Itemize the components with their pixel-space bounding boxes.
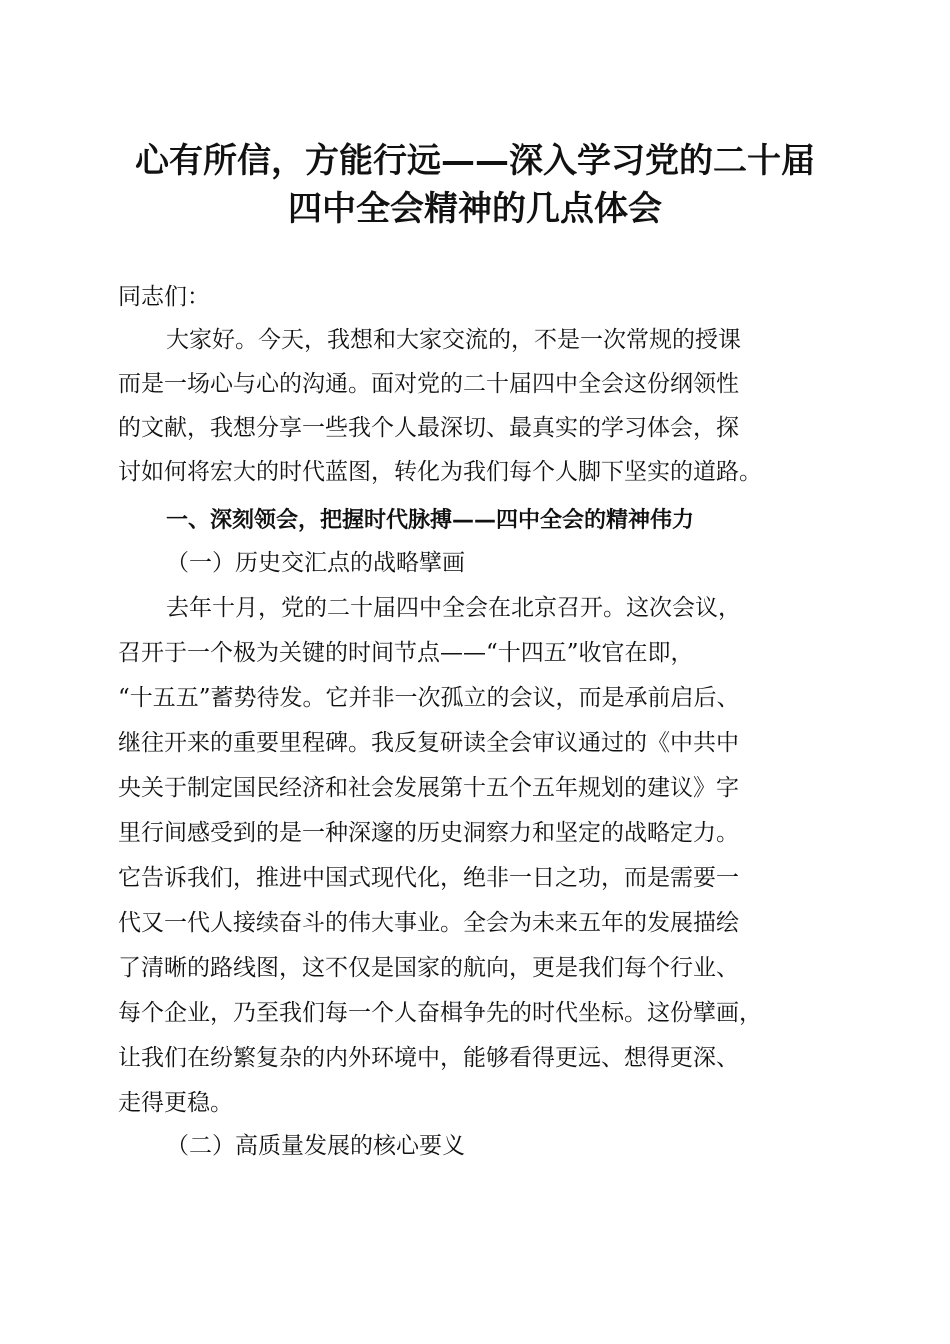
section-1-heading: 一、深刻领会，把握时代脉搏——四中全会的精神伟力 [166,508,695,533]
body-line: 它告诉我们，推进中国式现代化，绝非一日之功，而是需要一 [118,865,739,891]
document-title-line-1: 心有所信，方能行远——深入学习党的二十届 [135,141,815,181]
body-line: 继往开来的重要里程碑。我反复研读全会审议通过的《中共中 [118,730,739,756]
body-line: 每个企业，乃至我们每一个人奋楫争先的时代坐标。这份擘画， [118,1000,762,1026]
body-line: 去年十月，党的二十届四中全会在北京召开。这次会议， [166,595,741,621]
subsection-2-heading: （二）高质量发展的核心要义 [166,1133,465,1159]
intro-line: 而是一场心与心的沟通。面对党的二十届四中全会这份纲领性 [118,371,739,397]
body-line: 了清晰的路线图，这不仅是国家的航向，更是我们每个行业、 [118,955,739,981]
body-line: 央关于制定国民经济和社会发展第十五个五年规划的建议》字 [118,775,739,801]
document-title-line-2: 四中全会精神的几点体会 [288,189,662,229]
greeting: 同志们： [118,284,210,310]
subsection-1-heading: （一）历史交汇点的战略擘画 [166,550,465,576]
intro-line: 大家好。今天，我想和大家交流的，不是一次常规的授课 [166,327,741,353]
body-line: 代又一代人接续奋斗的伟大事业。全会为未来五年的发展描绘 [118,910,739,936]
intro-line: 讨如何将宏大的时代蓝图，转化为我们每个人脚下坚实的道路。 [118,459,762,485]
body-line: 让我们在纷繁复杂的内外环境中，能够看得更远、想得更深、 [118,1045,739,1071]
intro-line: 的文献，我想分享一些我个人最深切、最真实的学习体会，探 [118,415,739,441]
body-line: 里行间感受到的是一种深邃的历史洞察力和坚定的战略定力。 [118,820,739,846]
body-line: “十五五”蓄势待发。它并非一次孤立的会议，而是承前启后、 [118,685,740,711]
body-line: 走得更稳。 [118,1090,233,1116]
body-line: 召开于一个极为关键的时间节点——“十四五”收官在即， [118,640,694,666]
